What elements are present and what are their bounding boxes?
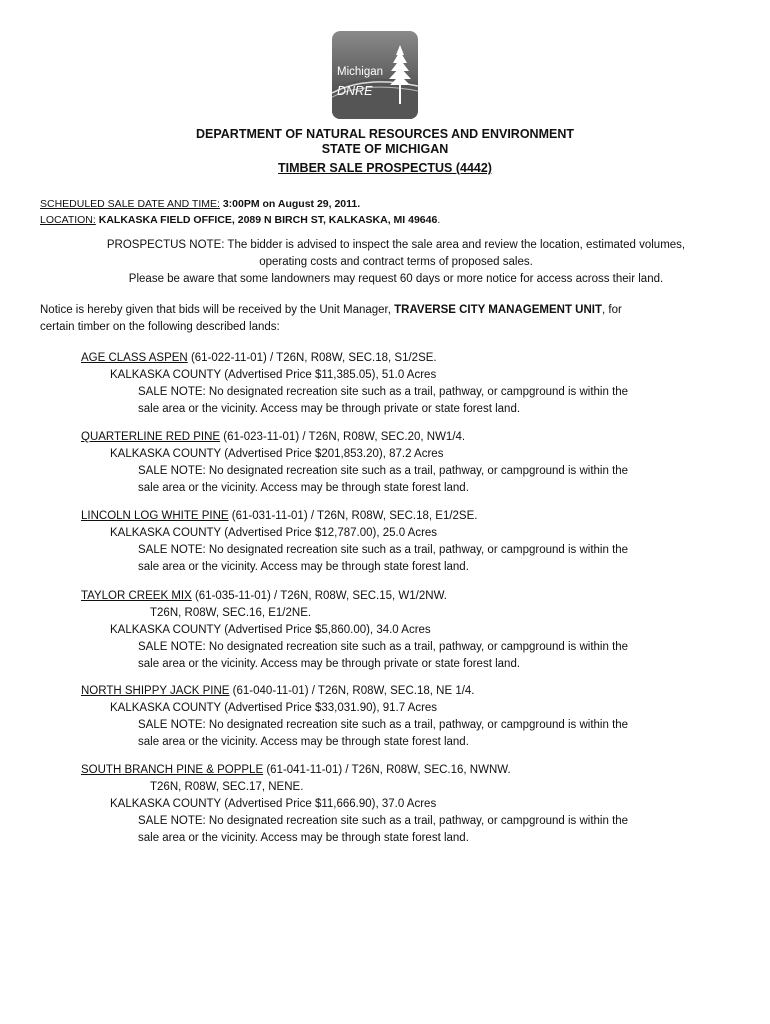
sale-entry [81, 508, 731, 576]
sale-entry [81, 350, 731, 418]
sale-name: SOUTH BRANCH PINE & POPPLE [81, 764, 264, 776]
schedule-date-line [40, 196, 440, 212]
sale-heading [81, 683, 731, 700]
sale-description: (61-023-11-01) / T26N, R08W, SEC.20, NW1/4. [220, 431, 466, 443]
sale-description: (61-040-11-01) / T26N, R08W, SEC.18, NE 1/4. [229, 685, 475, 697]
notice-text-end: , for [602, 304, 622, 316]
sale-name: QUARTERLINE RED PINE [81, 431, 221, 443]
sale-name: NORTH SHIPPY JACK PINE [81, 685, 230, 697]
notice-line-1 [40, 302, 740, 319]
sale-note-line-2: sale area or the vicinity. Access may be through state forest land. [138, 482, 469, 494]
schedule-block [40, 196, 440, 228]
sale-location-continuation: T26N, R08W, SEC.17, NENE. [150, 781, 304, 793]
prospectus-note-line-3: Please be aware that some landowners may request 60 days or more notice for access across their land. [128, 273, 664, 285]
sale-county: KALKASKA COUNTY (Advertised Price $201,853.20), 87.2 Acres [110, 448, 444, 460]
sale-note-line-2: sale area or the vicinity. Access may be through private or state forest land. [138, 658, 521, 670]
sale-heading [81, 429, 731, 446]
prospectus-title: TIMBER SALE PROSPECTUS (4442) [278, 161, 492, 175]
logo-line-1: Michigan [337, 66, 384, 78]
sale-description: (61-022-11-01) / T26N, R08W, SEC.18, S1/2SE. [187, 352, 437, 364]
sale-county: KALKASKA COUNTY (Advertised Price $11,385.05), 51.0 Acres [110, 369, 437, 381]
sale-name: TAYLOR CREEK MIX [81, 590, 192, 602]
sale-county: KALKASKA COUNTY (Advertised Price $5,860.00), 34.0 Acres [110, 624, 431, 636]
sale-note-line-1: SALE NOTE: No designated recreation site such as a trail, pathway, or campground is within the [138, 815, 629, 827]
title-block [0, 127, 770, 176]
sale-note-line-1: SALE NOTE: No designated recreation site such as a trail, pathway, or campground is within the [138, 465, 629, 477]
sale-heading [81, 350, 731, 367]
pine-tree-icon [332, 31, 418, 119]
schedule-date-value: 3:00PM on August 29, 2011. [222, 198, 361, 210]
sale-heading [81, 762, 731, 779]
location-period: . [437, 214, 441, 226]
sale-note-line-2: sale area or the vicinity. Access may be through private or state forest land. [138, 403, 521, 415]
department-title: DEPARTMENT OF NATURAL RESOURCES AND ENVIRONMENT [195, 127, 574, 141]
sale-note-line-1: SALE NOTE: No designated recreation site such as a trail, pathway, or campground is within the [138, 386, 629, 398]
sale-entry [81, 683, 731, 751]
sale-note-line-1: SALE NOTE: No designated recreation site such as a trail, pathway, or campground is within the [138, 719, 629, 731]
sale-note-line-2: sale area or the vicinity. Access may be through state forest land. [138, 736, 469, 748]
sale-entry [81, 429, 731, 497]
sale-entry [81, 762, 731, 847]
location-value: KALKASKA FIELD OFFICE, 2089 N BIRCH ST, KALKASKA, MI 49646 [98, 214, 438, 226]
dnre-logo [332, 31, 418, 119]
sale-entry [81, 588, 731, 673]
sale-heading [81, 588, 731, 605]
management-unit: TRAVERSE CITY MANAGEMENT UNIT [394, 304, 602, 316]
sale-county: KALKASKA COUNTY (Advertised Price $12,787.00), 25.0 Acres [110, 527, 438, 539]
notice-paragraph [40, 302, 740, 336]
sale-note-line-1: SALE NOTE: No designated recreation site such as a trail, pathway, or campground is within the [138, 544, 629, 556]
notice-text: Notice is hereby given that bids will be received by the Unit Manager, [40, 304, 395, 316]
state-title: STATE OF MICHIGAN [321, 142, 449, 156]
sale-county: KALKASKA COUNTY (Advertised Price $33,031.90), 91.7 Acres [110, 702, 438, 714]
sale-county: KALKASKA COUNTY (Advertised Price $11,666.90), 37.0 Acres [110, 798, 437, 810]
schedule-date-label: SCHEDULED SALE DATE AND TIME: [40, 198, 220, 210]
sale-note-line-2: sale area or the vicinity. Access may be through state forest land. [138, 832, 469, 844]
sale-description: (61-041-11-01) / T26N, R08W, SEC.16, NWNW. [263, 764, 511, 776]
location-label: LOCATION: [40, 214, 96, 226]
prospectus-note [40, 237, 752, 288]
sale-location-continuation: T26N, R08W, SEC.16, E1/2NE. [150, 607, 312, 619]
logo-line-2: DNRE [337, 84, 373, 98]
sale-description: (61-031-11-01) / T26N, R08W, SEC.18, E1/2SE. [228, 510, 478, 522]
sale-name: AGE CLASS ASPEN [81, 352, 188, 364]
sale-name: LINCOLN LOG WHITE PINE [81, 510, 229, 522]
location-line [40, 212, 440, 228]
sale-description: (61-035-11-01) / T26N, R08W, SEC.15, W1/2NW. [191, 590, 447, 602]
prospectus-note-line-1: PROSPECTUS NOTE: The bidder is advised to inspect the sale area and review the location, estimated volumes, [106, 239, 686, 251]
sale-note-line-2: sale area or the vicinity. Access may be through state forest land. [138, 561, 469, 573]
notice-line-2: certain timber on the following described lands: [40, 321, 280, 333]
sale-heading [81, 508, 731, 525]
prospectus-note-line-2: operating costs and contract terms of proposed sales. [259, 256, 533, 268]
sale-note-line-1: SALE NOTE: No designated recreation site such as a trail, pathway, or campground is within the [138, 641, 629, 653]
